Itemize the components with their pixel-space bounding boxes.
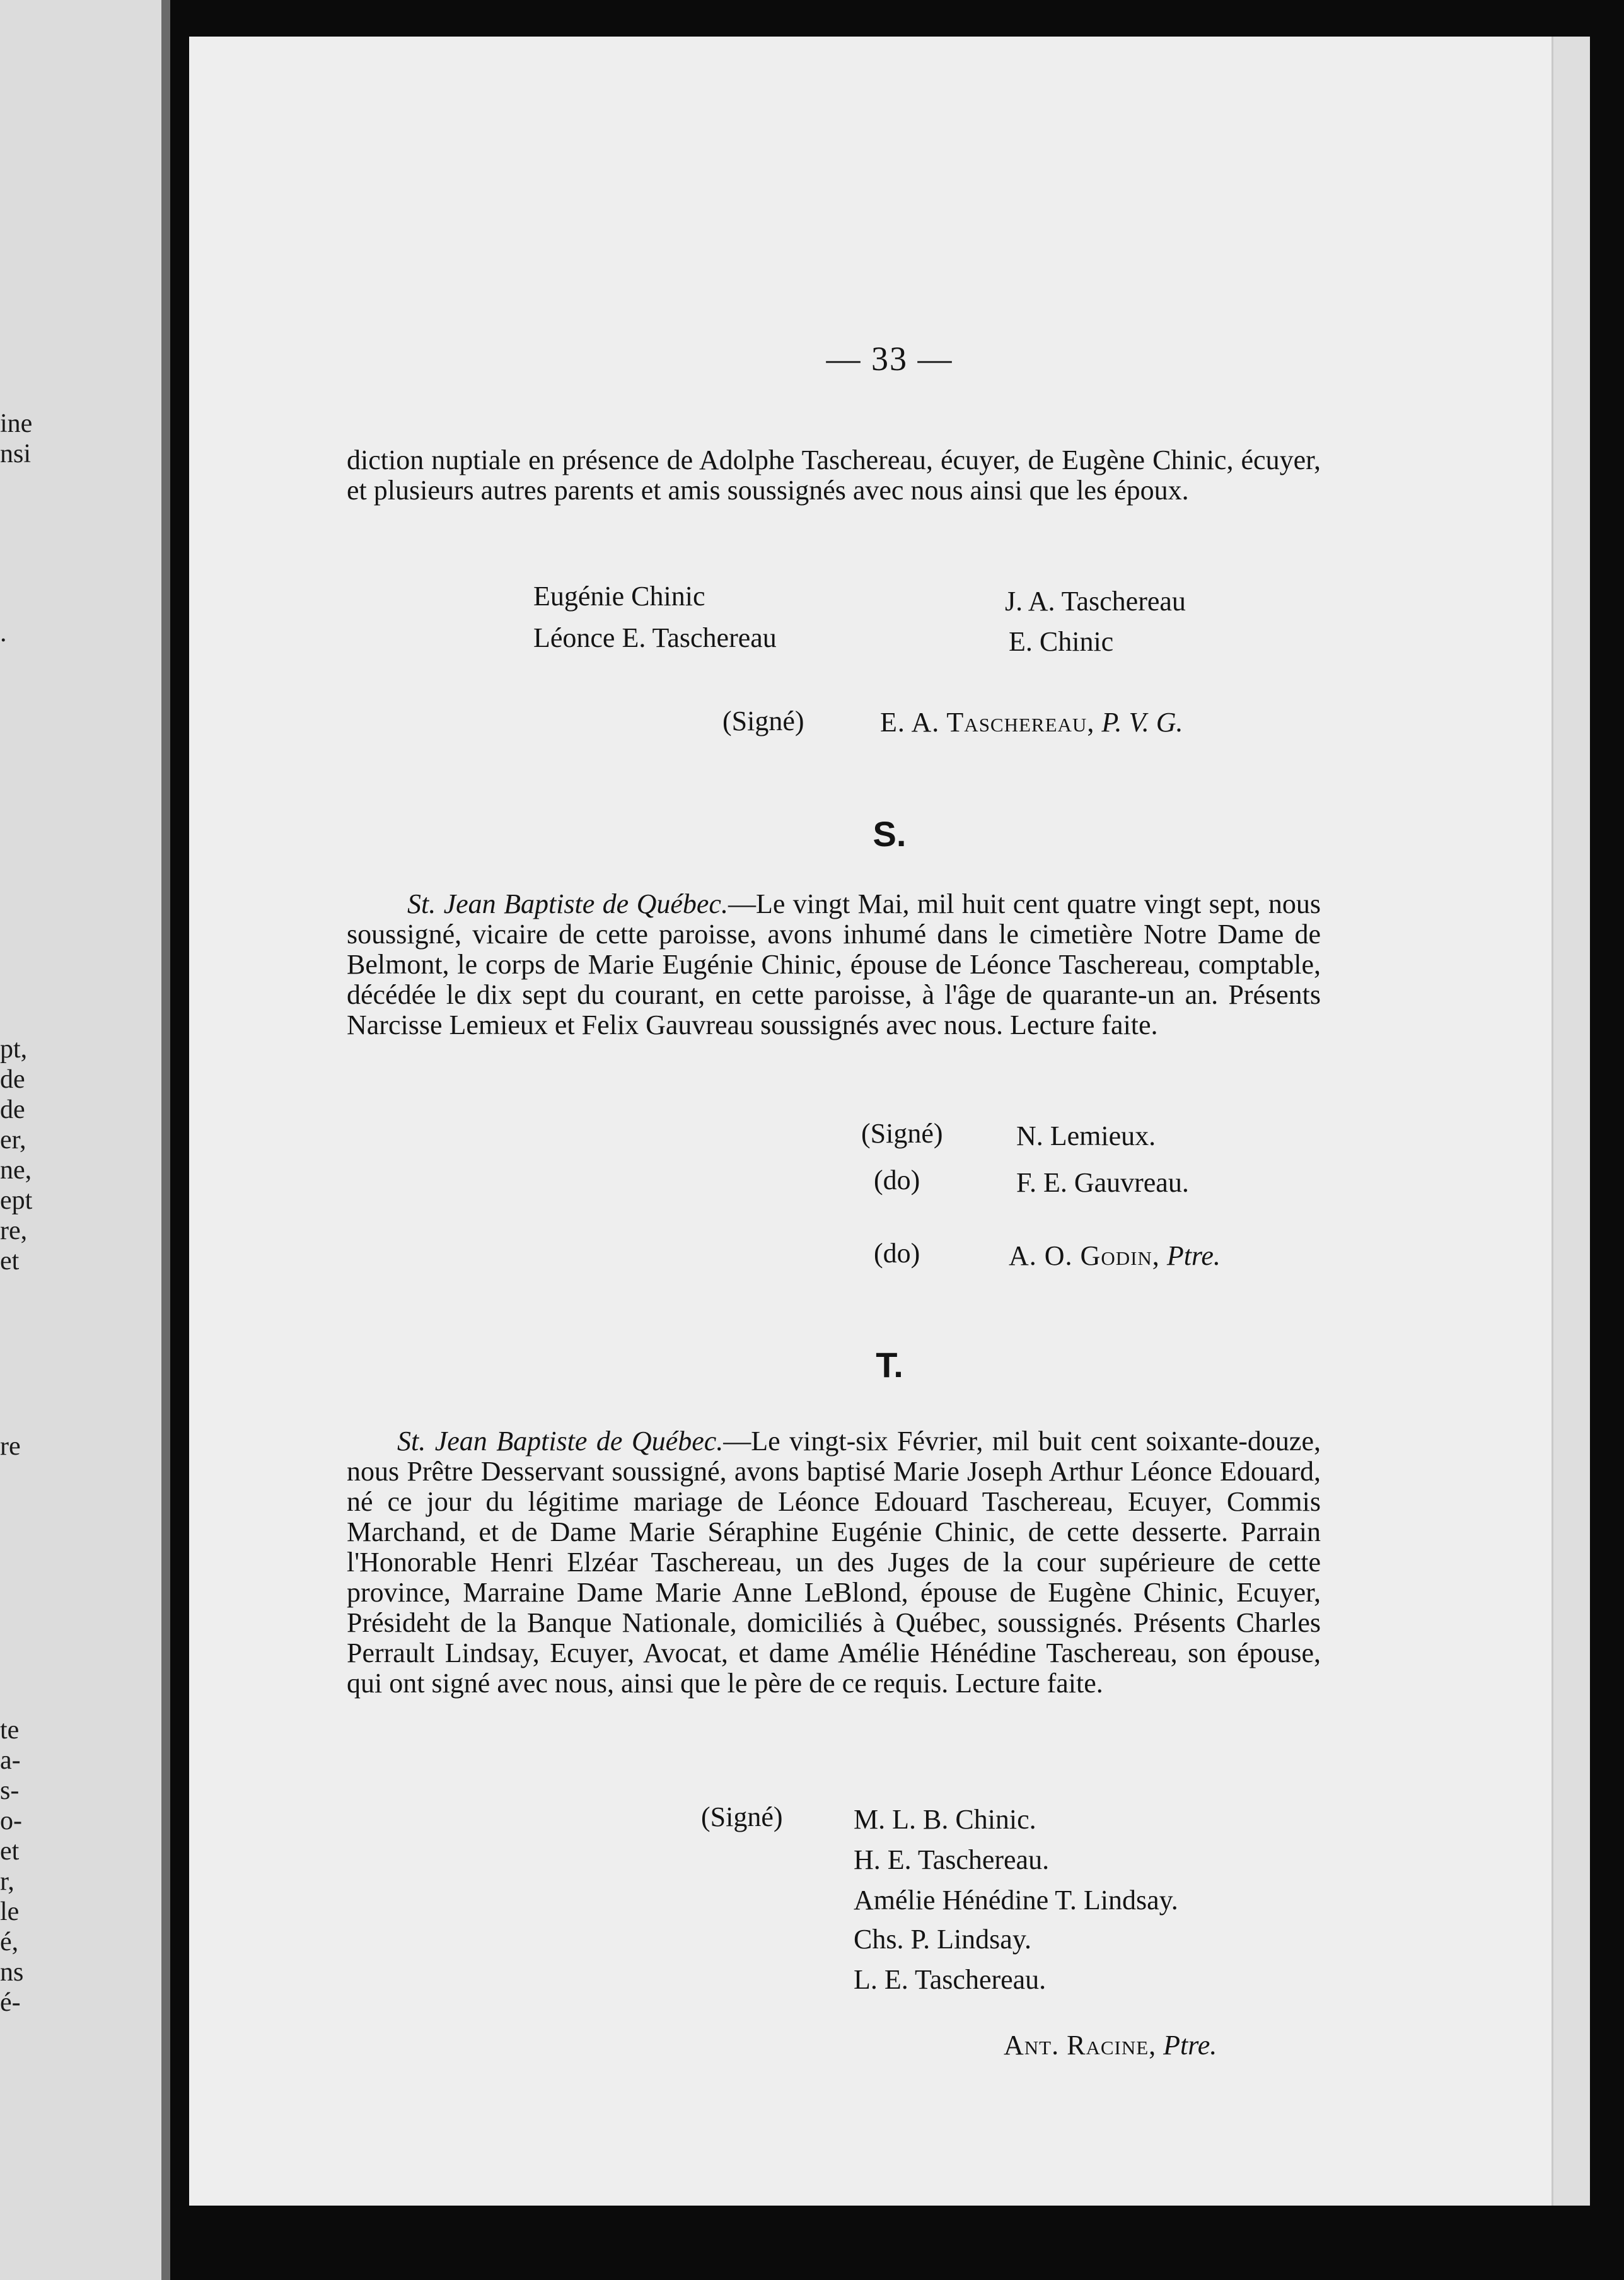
signature: J. A. Taschereau [1005, 586, 1186, 617]
left-page-fragment: ns [0, 1958, 24, 1987]
ditto-label: (do) [874, 1238, 920, 1269]
signature: L. E. Taschereau. [854, 1964, 1047, 1995]
left-page-edge [0, 0, 170, 2280]
officiant-signature [1009, 1240, 1221, 1272]
left-page-fragment: er, [0, 1125, 26, 1155]
left-page-fragment: r, [0, 1867, 14, 1896]
left-page-fragment: re, [0, 1216, 28, 1245]
ditto-label: (do) [874, 1165, 920, 1195]
signature: Amélie Hénédine T. Lindsay. [854, 1885, 1178, 1916]
paragraph-baptism [347, 1426, 1321, 1699]
book-gutter [161, 0, 170, 2280]
signature: H. E. Taschereau. [854, 1844, 1050, 1875]
signature: Eugénie Chinic [533, 581, 705, 612]
officiant-name: A. O. Godin, [1009, 1240, 1160, 1271]
signature: Léonce E. Taschereau [533, 622, 777, 653]
left-page-fragment: é, [0, 1928, 19, 1957]
signed-label: (Signé) [861, 1118, 943, 1149]
page-number: — 33 — [826, 340, 953, 378]
left-page-fragment: re [0, 1432, 21, 1461]
officiant-signature [880, 706, 1183, 739]
signature: E. Chinic [1009, 626, 1114, 657]
left-page-fragment: nsi [0, 439, 32, 468]
entry-text: —Le vingt-six Février, mil buit cent soixante-douze, nous Prêtre Desservant soussigné, avons baptisé Marie Joseph Arthur Léonce Edouard, né ce jour du légitime mariage de Léonce Edouard Taschereau, Ecuyer, Commis Marchand, et de Dame Marie Séraphine Eugénie Chinic, de cette desserte. Parrain l'Honorable Henri Elzéar Taschereau, un des Juges de la cour supérieure de cette province, Marraine Dame Marie Anne LeBlond, épouse de Eugène Chinic, Ecuyer, Présideht de la Banque Nationale, domiciliés à Québec, soussignés. Présents Charles Perrault Lindsay, Ecuyer, Avocat, et dame Amélie Hénédine Taschereau, son épouse, qui ont signé avec nous, ainsi que le père de ce requis. Lecture faite. [347, 1426, 1321, 1699]
signed-label: (Signé) [722, 706, 804, 736]
signed-label: (Signé) [701, 1801, 783, 1832]
left-page-fragment: pt, [0, 1035, 28, 1064]
officiant-title: Ptre. [1163, 2030, 1217, 2061]
officiant-title: Ptre. [1166, 1240, 1221, 1271]
left-page-fragment: s- [0, 1776, 20, 1805]
officiant-name: E. A. Taschereau, [880, 707, 1095, 738]
entry-text: —Le vingt Mai, mil huit cent quatre vingt sept, nous soussigné, vicaire de cette paroisse, avons inhumé dans le cimetière Notre Dame de Belmont, le corps de Marie Eugénie Chinic, épouse de Léonce Taschereau, comptable, décédée le dix sept du courant, en cette paroisse, à l'âge de quarante-un an. Présents Narcisse Lemieux et Felix Gauvreau soussignés avec nous. Lecture faite. [347, 888, 1321, 1040]
document-page [189, 37, 1590, 2206]
left-page-fragment: ept [0, 1186, 33, 1215]
left-page-fragment: le [0, 1897, 20, 1926]
entry-place: St. Jean Baptiste de Québec. [407, 888, 728, 919]
officiant-name: Ant. Racine, [1004, 2030, 1157, 2061]
officiant-signature [1004, 2029, 1217, 2062]
signature: Chs. P. Lindsay. [854, 1924, 1031, 1955]
left-page-fragment: é- [0, 1988, 21, 2017]
signature: M. L. B. Chinic. [854, 1804, 1036, 1835]
paragraph-nuptial: diction nuptiale en présence de Adolphe Taschereau, écuyer, de Eugène Chinic, écuyer, et plusieurs autres parents et amis soussignés avec nous ainsi que les époux. [347, 445, 1321, 506]
entry-place: St. Jean Baptiste de Québec. [397, 1426, 724, 1457]
paragraph-burial [347, 889, 1321, 1040]
left-page-fragment: ine [0, 409, 33, 438]
left-page-fragment: et [0, 1837, 20, 1866]
left-page-fragment: ne, [0, 1156, 32, 1185]
section-heading-s: S. [873, 814, 907, 854]
left-page-fragment: te [0, 1716, 20, 1745]
left-page-fragment: et [0, 1247, 20, 1276]
left-page-fragment: a- [0, 1746, 21, 1775]
left-page-fragment: o- [0, 1806, 22, 1835]
left-page-fragment: . [0, 619, 7, 648]
signature: N. Lemieux. [1016, 1120, 1156, 1151]
left-page-fragment: de [0, 1065, 25, 1094]
left-page-fragment: de [0, 1095, 25, 1124]
signature: F. E. Gauvreau. [1016, 1167, 1189, 1198]
section-heading-t: T. [876, 1345, 903, 1385]
officiant-title: P. V. G. [1101, 707, 1183, 738]
